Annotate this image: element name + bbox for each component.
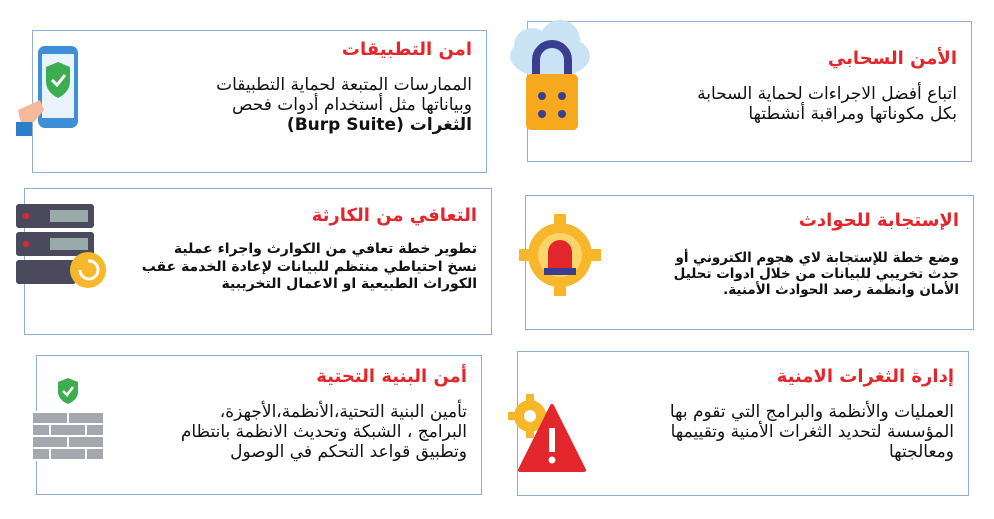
cloud-lock-icon [502, 18, 602, 136]
warning-gear-icon [508, 390, 586, 476]
server-backup-icon [10, 198, 110, 298]
card-body: الممارسات المتبعة لحماية التطبيقات وبياناتها مثل أستخدام أدوات فحص الثغرات (Burp Suite) [216, 75, 472, 136]
card-body: تطوير خطة تعافي من الكوارث واجراء عملية نسخ احتياطي منتظم للبيانات لإعادة الخدمة عقب الكوراث الطبيعية او الاعمال التخريبية [141, 241, 477, 292]
card-title: امن التطبيقات [341, 39, 472, 60]
card-body: العمليات والأنظمة والبرامج التي تقوم بها المؤسسة لتحديد الثغرات الأمنية وتقييمها ومعالجتها [669, 402, 954, 463]
card-body: تأمين البنية التحتية،الأنظمة،الأجهزة، البرامج ، الشبكة وتحديث الانظمة بانتظام وتطبيق قواعد التحكم في الوصول [180, 402, 467, 463]
card-body: وضع خطة للإستجابة لاي هجوم الكتروني أو حدث تخريبي للبيانات من خلال ادوات تحليل الأمان وانظمة رصد الحوادث الأمنية. [673, 250, 959, 299]
card-title: التعافي من الكارثة [311, 205, 477, 226]
card-body: اتباع أفضل الاجراءات لحماية السحابة بكل مكوناتها ومراقبة أنشطتها [697, 84, 957, 125]
card-title: إدارة الثغرات الامنية [776, 366, 954, 387]
phone-shield-icon [12, 40, 92, 140]
card-title: الإستجابة للحوادث [798, 210, 959, 231]
card-title: أمن البنية التحتية [316, 366, 467, 387]
card-app-security [32, 30, 487, 173]
firewall-shield-icon [28, 372, 108, 464]
card-title: الأمن السحابي [827, 48, 957, 69]
alarm-gear-icon [515, 210, 605, 300]
